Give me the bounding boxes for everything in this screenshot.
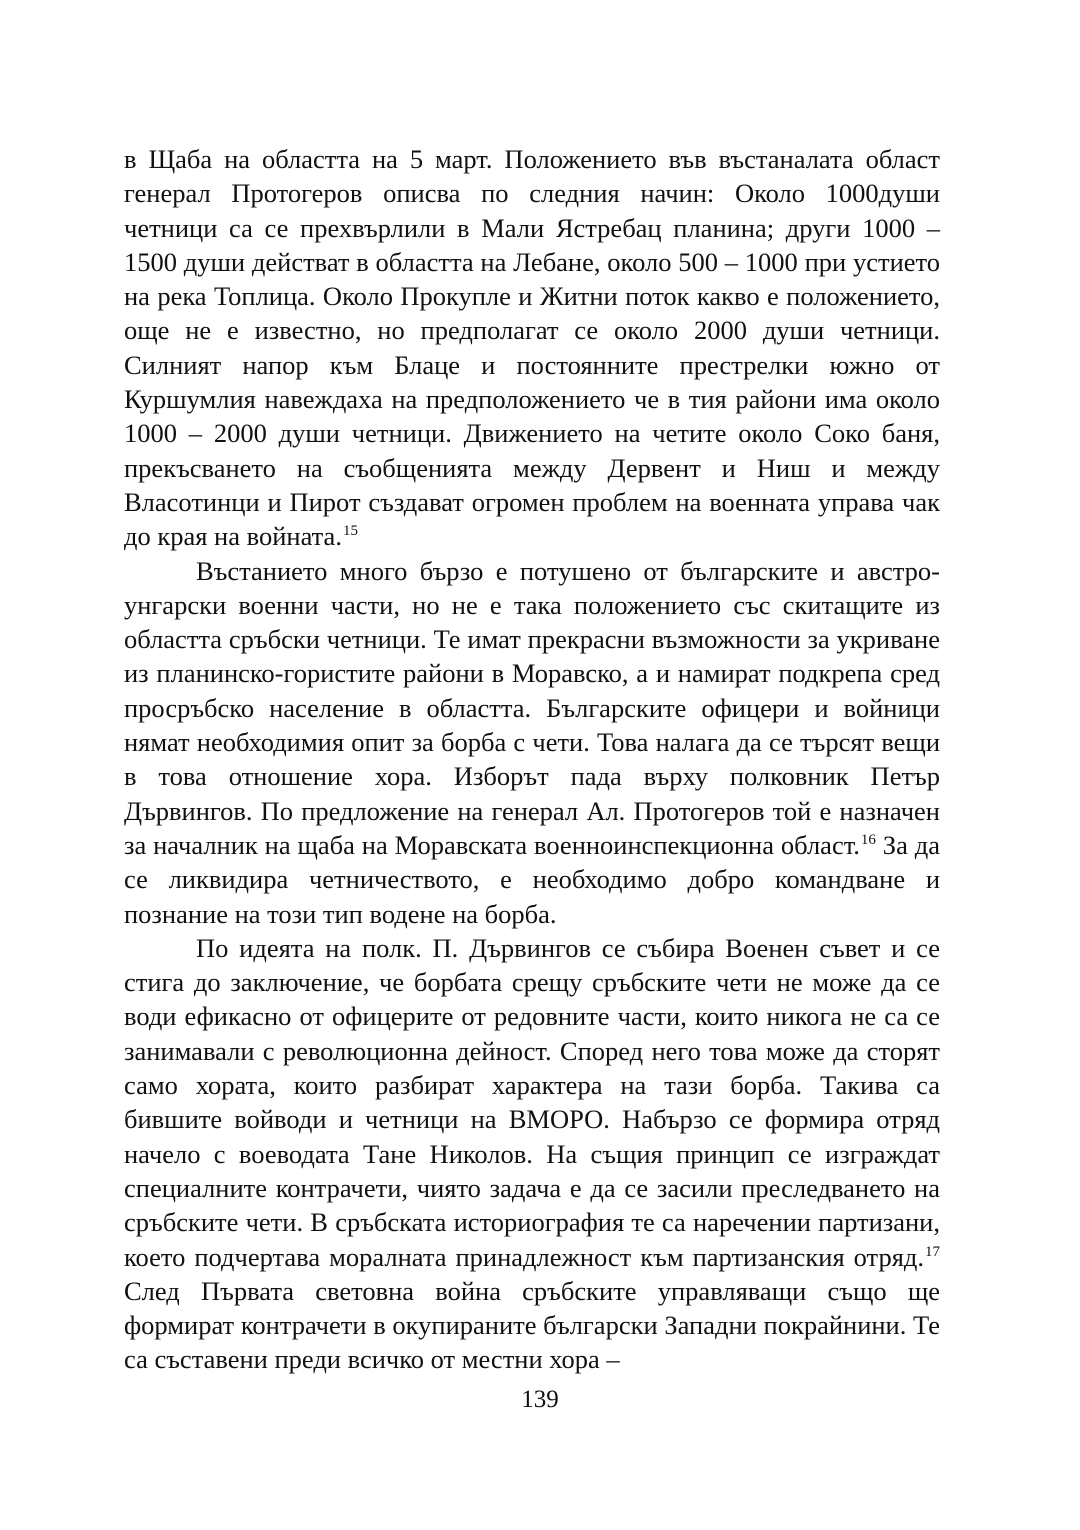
footnote-ref-15: 15 xyxy=(342,523,358,540)
page-number: 139 xyxy=(521,1386,559,1413)
paragraph-2-text-b: За да се ликвидира четничеството, е необходимо добро командване и познание на този тип водене на борба. xyxy=(124,829,940,929)
paragraph-3-text-b: След Първата световна война сръбските управляващи също ще формират контрачети в окупираните български Западни покрайнини. Те са съставени преди всичко от местни хора – xyxy=(124,1275,940,1375)
paragraph-2 xyxy=(124,554,940,931)
paragraph-3 xyxy=(124,931,940,1377)
footnote-ref-17: 17 xyxy=(925,1243,940,1260)
footnote-ref-16: 16 xyxy=(860,831,876,848)
paragraph-1-text: в Щаба на областта на 5 март. Положението във въстаналата област генерал Протогеров описва по следния начин: Около 1000души четници са се прехвърлили в Мали Ястребац планина; други 1000 – 1500 души действат в областта на Лебане, около 500 – 1000 при устието на река Топлица. Около Прокупле и Житни поток какво е положението, още не е известно, но предполагат се около 2000 души четници. Силният напор към Блаце и постоянните престрелки южно от Куршумлия навеждаха на предположението че в тия райони има около 1000 – 2000 души четници. Движението на четите около Соко баня, прекъсването на съобщенията между Дервент и Ниш и между Власотинци и Пирот създават огромен проблем на военната управа чак до края на войната. xyxy=(124,144,940,552)
page-body xyxy=(124,142,940,1377)
paragraph-3-text-a: По идеята на полк. П. Дървингов се събира Военен съвет и се стига до заключение, че борбата срещу сръбските чети не може да се води ефикасно от офицерите от редовните части, които никога не са се занимавали с революционна дейност. Според него това може да сторят само хората, които разбират характера на тази борба. Такива са бившите войводи и четници на ВМОРО. Набързо се формира отряд начело с воеводата Тане Николов. На същия принцип се изграждат специалните контрачети, чиято задача е да се засили преследването на сръбските чети. В сръбската историография те са наречении партизани, което подчертава моралната принадлежност към партизанския отряд. xyxy=(124,932,940,1272)
paragraph-1 xyxy=(124,142,940,554)
paragraph-2-text-a: Въстанието много бързо е потушено от българските и австро-унгарски военни части, но не е така положението със скитащите из областта сръбски четници. Те имат прекрасни възможности за укриване из планинско-гористите райони в Моравско, а и намират подкрепа сред просръбско население в областта. Българските офицери и войници нямат необходимия опит за борба с чети. Това налага да се търсят вещи в това отношение хора. Изборът пада върху полковник Петър Дървингов. По предложение на генерал Ал. Протогеров той е назначен за началник на щаба на Моравската военноинспекционна област. xyxy=(124,555,940,860)
